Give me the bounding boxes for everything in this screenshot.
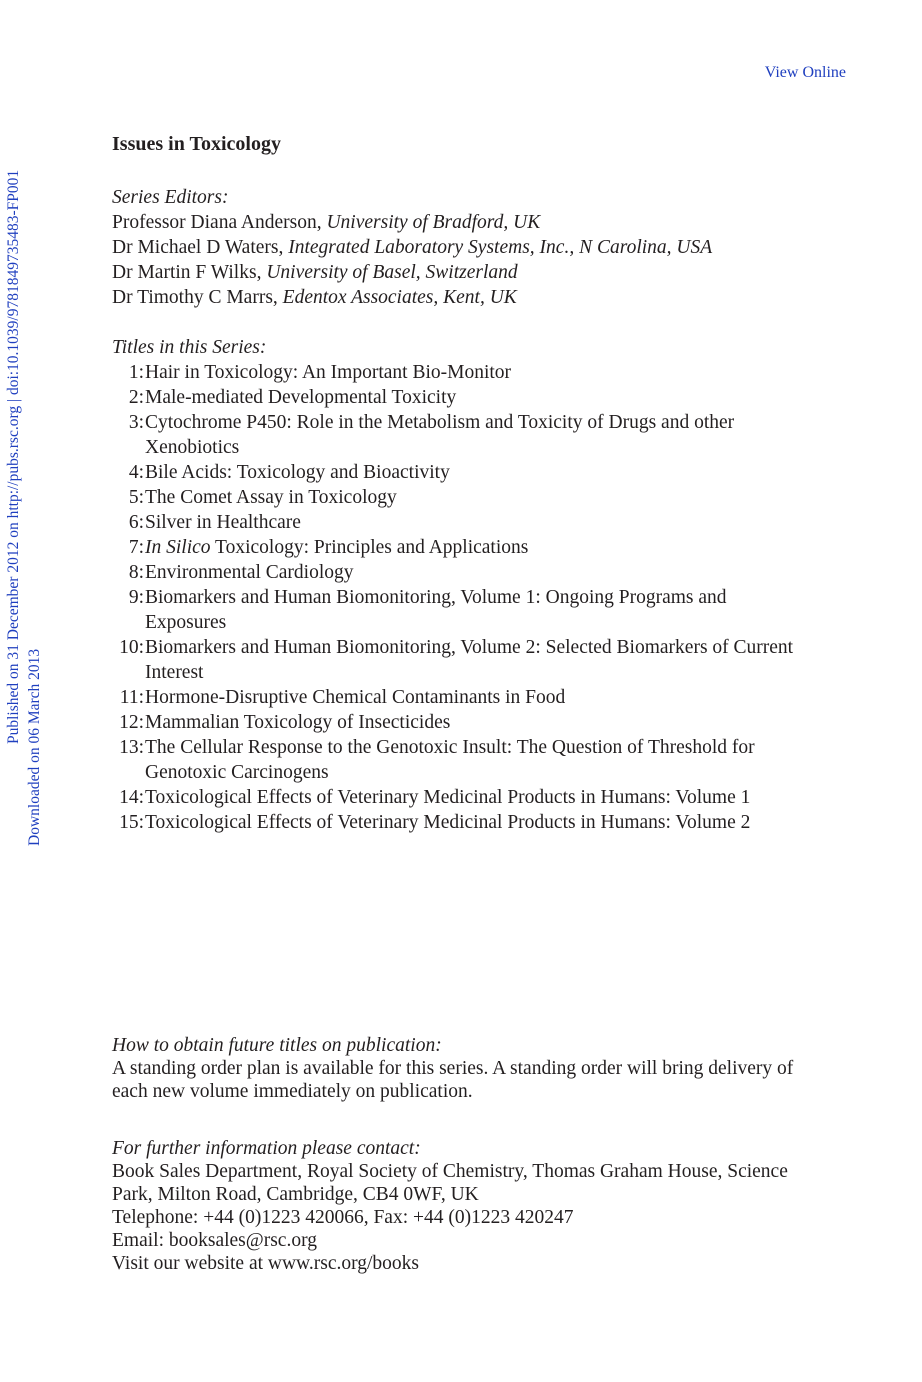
title-number: 12:	[119, 712, 144, 733]
title-number: 9:	[128, 587, 144, 608]
sidebar-publication-info	[2, 169, 46, 850]
contact-email[interactable]: Email: booksales@rsc.org	[112, 1230, 317, 1251]
title-number: 11:	[119, 687, 144, 708]
title-number: 10:	[119, 637, 144, 658]
title-number: 8:	[128, 562, 144, 583]
title-item	[112, 535, 812, 560]
editor-affiliation: Integrated Laboratory Systems, Inc., N Carolina, USA	[288, 237, 713, 258]
published-doi-note[interactable]: Published on 31 December 2012 on http://pubs.rsc.org | doi:10.1039/9781849735483-FP001	[5, 169, 22, 744]
title-text: Biomarkers and Human Biomonitoring, Volume 1: Ongoing Programs and Exposures	[145, 587, 727, 633]
editor-name: Professor Diana Anderson,	[112, 212, 327, 233]
title-number: 13:	[119, 737, 144, 758]
future-titles-section	[112, 1034, 812, 1103]
title-text	[144, 535, 812, 560]
title-item	[112, 460, 812, 485]
title-text: Silver in Healthcare	[145, 512, 301, 533]
title-text: Hormone-Disruptive Chemical Contaminants in Food	[145, 687, 566, 708]
editors-label: Series Editors:	[112, 187, 229, 208]
title-number: 5:	[128, 487, 144, 508]
editor-affiliation: University of Basel, Switzerland	[266, 262, 518, 283]
title-text: Mammalian Toxicology of Insecticides	[145, 712, 451, 733]
editor-affiliation: Edentox Associates, Kent, UK	[282, 287, 517, 308]
title-italic-part: In Silico	[145, 537, 211, 558]
future-titles-label: How to obtain future titles on publication:	[112, 1035, 442, 1056]
title-item	[112, 510, 812, 535]
title-number: 2:	[128, 387, 144, 408]
title-item	[112, 485, 812, 510]
editor-name: Dr Timothy C Marrs,	[112, 287, 283, 308]
title-number: 3:	[128, 412, 144, 433]
titles-list	[112, 360, 812, 835]
title-text: The Cellular Response to the Genotoxic Insult: The Question of Threshold for Genotoxic Carcinogens	[145, 737, 755, 783]
contact-website[interactable]: Visit our website at www.rsc.org/books	[112, 1253, 420, 1274]
title-item	[112, 710, 812, 735]
title-item	[112, 635, 812, 685]
title-item	[112, 385, 812, 410]
title-text: Environmental Cardiology	[145, 562, 354, 583]
title-item	[112, 735, 812, 785]
future-titles-text: A standing order plan is available for this series. A standing order will bring delivery of each new volume immediately on publication.	[112, 1058, 794, 1102]
series-title: Issues in Toxicology	[112, 133, 281, 155]
title-number: 1:	[128, 362, 144, 383]
editor-affiliation: University of Bradford, UK	[326, 212, 541, 233]
contact-address: Book Sales Department, Royal Society of Chemistry, Thomas Graham House, Science Park, Milton Road, Cambridge, CB4 0WF, UK	[112, 1161, 788, 1205]
title-item	[112, 685, 812, 710]
title-text: Toxicological Effects of Veterinary Medicinal Products in Humans: Volume 2	[145, 812, 751, 833]
editor-name: Dr Michael D Waters,	[112, 237, 289, 258]
title-number: 6:	[128, 512, 144, 533]
title-number: 14:	[119, 787, 144, 808]
titles-label: Titles in this Series:	[112, 337, 267, 358]
title-item	[112, 360, 812, 385]
title-text: Biomarkers and Human Biomonitoring, Volume 2: Selected Biomarkers of Current Interest	[145, 637, 794, 683]
editor-item	[112, 210, 812, 235]
title-text: Male-mediated Developmental Toxicity	[145, 387, 457, 408]
title-number: 4:	[128, 462, 144, 483]
contact-phone: Telephone: +44 (0)1223 420066, Fax: +44 (0)1223 420247	[112, 1207, 574, 1228]
title-text: Hair in Toxicology: An Important Bio-Monitor	[145, 362, 512, 383]
contact-section	[112, 1137, 812, 1275]
title-text: Toxicological Effects of Veterinary Medicinal Products in Humans: Volume 1	[145, 787, 751, 808]
title-text: Cytochrome P450: Role in the Metabolism and Toxicity of Drugs and other Xenobiotics	[145, 412, 735, 458]
editor-name: Dr Martin F Wilks,	[112, 262, 267, 283]
title-item	[112, 560, 812, 585]
download-date-note: Downloaded on 06 March 2013	[26, 648, 43, 846]
view-online-link[interactable]: View Online	[764, 64, 846, 81]
contact-label: For further information please contact:	[112, 1138, 421, 1159]
editors-list	[112, 210, 812, 310]
title-number: 15:	[119, 812, 144, 833]
title-text: Bile Acids: Toxicology and Bioactivity	[145, 462, 450, 483]
title-item	[112, 810, 812, 835]
title-text: The Comet Assay in Toxicology	[145, 487, 397, 508]
title-rest: Toxicology: Principles and Applications	[210, 537, 529, 558]
editor-item	[112, 260, 812, 285]
series-page-content	[112, 130, 812, 835]
editor-item	[112, 235, 812, 260]
title-number: 7:	[128, 537, 144, 558]
title-item	[112, 585, 812, 635]
title-item	[112, 785, 812, 810]
editor-item	[112, 285, 812, 310]
title-item	[112, 410, 812, 460]
